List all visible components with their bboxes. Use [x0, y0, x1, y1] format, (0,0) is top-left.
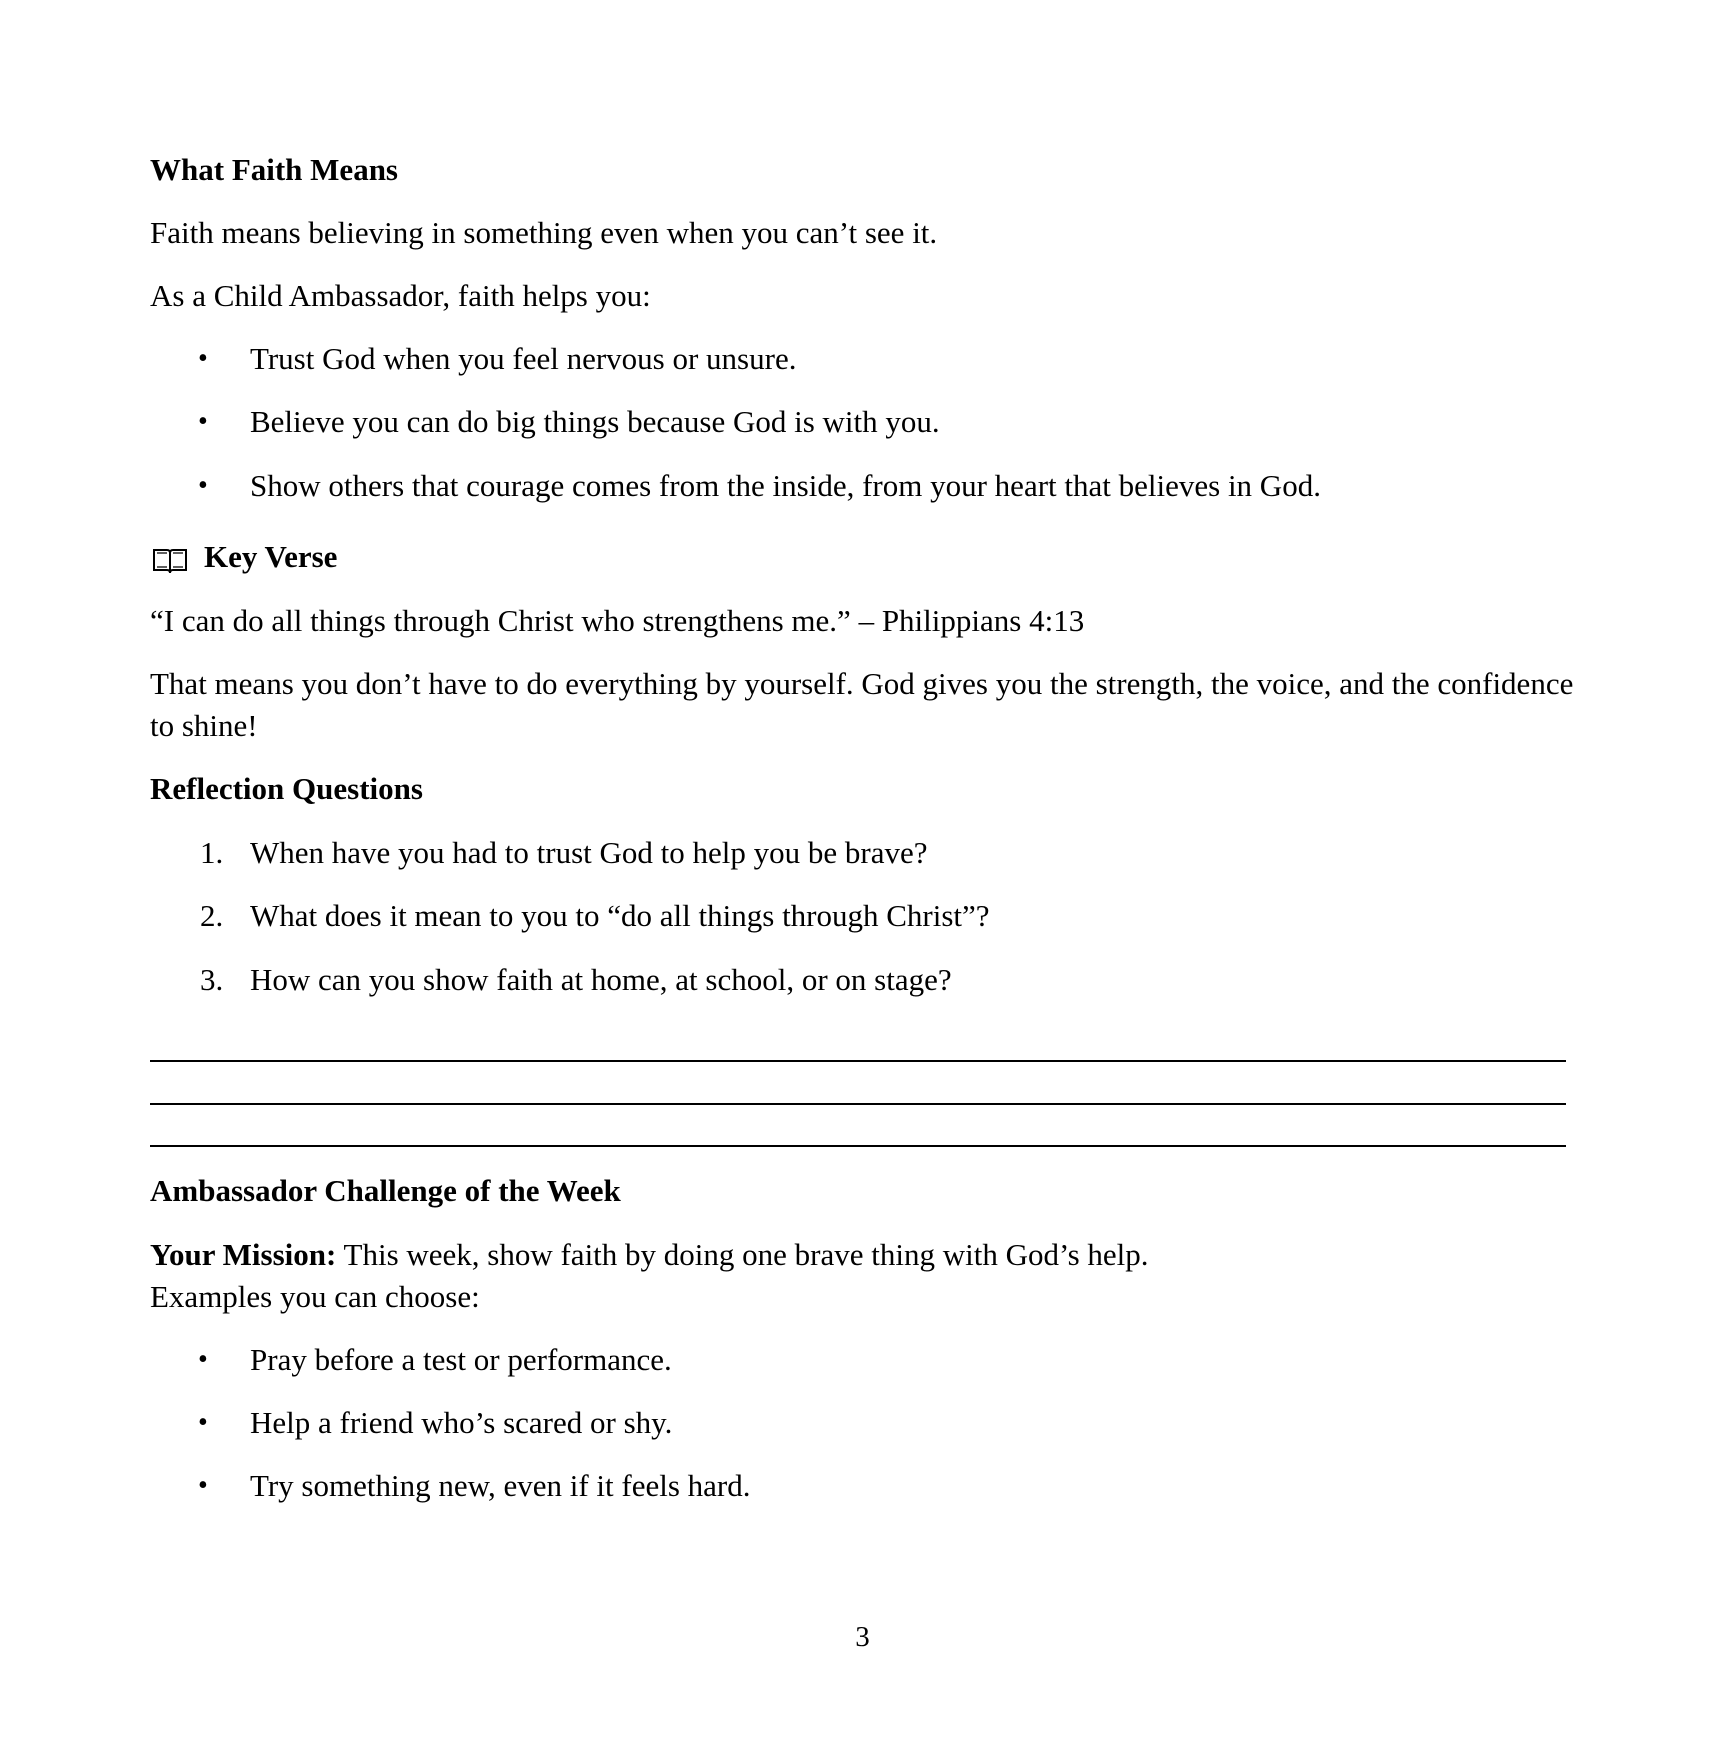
challenge-examples-lead: Examples you can choose:: [150, 1279, 480, 1314]
section-heading-reflection: Reflection Questions: [150, 771, 423, 806]
challenge-mission: [150, 1234, 1149, 1276]
list-item: [0, 1402, 1725, 1444]
list-item-number: 2.: [200, 898, 224, 933]
faith-intro: Faith means believing in something even when you can’t see it.: [150, 215, 938, 250]
bullet-icon: •: [198, 406, 208, 437]
list-item: [0, 832, 1725, 874]
bullet-icon: •: [198, 470, 208, 501]
list-item: [0, 465, 1725, 507]
answer-line[interactable]: [150, 1060, 1566, 1062]
bullet-icon: •: [198, 1470, 208, 1501]
list-item-text: Help a friend who’s scared or shy.: [250, 1405, 673, 1440]
list-item-text: Believe you can do big things because God is with you.: [250, 404, 940, 439]
key-verse-explanation: That means you don’t have to do everything by yourself. God gives you the strength, the voice, and the confidence to shine!: [150, 666, 1574, 743]
list-item-number: 1.: [200, 835, 224, 870]
book-icon: [152, 546, 188, 574]
list-item: [0, 338, 1725, 380]
list-item-text: When have you had to trust God to help you be brave?: [250, 835, 928, 870]
bullet-icon: •: [198, 343, 208, 374]
key-verse-quote: “I can do all things through Christ who strengthens me.” – Philippians 4:13: [150, 603, 1085, 638]
list-item: [0, 895, 1725, 937]
answer-line[interactable]: [150, 1103, 1566, 1105]
faith-lead: As a Child Ambassador, faith helps you:: [150, 278, 651, 313]
section-heading-faith: What Faith Means: [150, 152, 398, 187]
list-item: [0, 1465, 1725, 1507]
list-item-text: Try something new, even if it feels hard.: [250, 1468, 751, 1503]
list-item: [0, 1339, 1725, 1381]
list-item: [0, 959, 1725, 1001]
list-item-number: 3.: [200, 962, 224, 997]
list-item-text: Show others that courage comes from the inside, from your heart that believes in God.: [250, 468, 1321, 503]
list-item-text: Pray before a test or performance.: [250, 1342, 672, 1377]
section-heading-key-verse: Key Verse: [204, 539, 338, 574]
list-item: [0, 401, 1725, 443]
answer-line[interactable]: [150, 1145, 1566, 1147]
bullet-icon: •: [198, 1344, 208, 1375]
mission-label: Your Mission:: [150, 1237, 337, 1272]
section-heading-challenge: Ambassador Challenge of the Week: [150, 1173, 621, 1208]
page-number: 3: [855, 1621, 870, 1653]
list-item-text: What does it mean to you to “do all things through Christ”?: [250, 898, 990, 933]
list-item-text: Trust God when you feel nervous or unsure.: [250, 341, 797, 376]
list-item-text: How can you show faith at home, at school, or on stage?: [250, 962, 952, 997]
bullet-icon: •: [198, 1407, 208, 1438]
mission-text: This week, show faith by doing one brave thing with God’s help.: [336, 1237, 1149, 1272]
